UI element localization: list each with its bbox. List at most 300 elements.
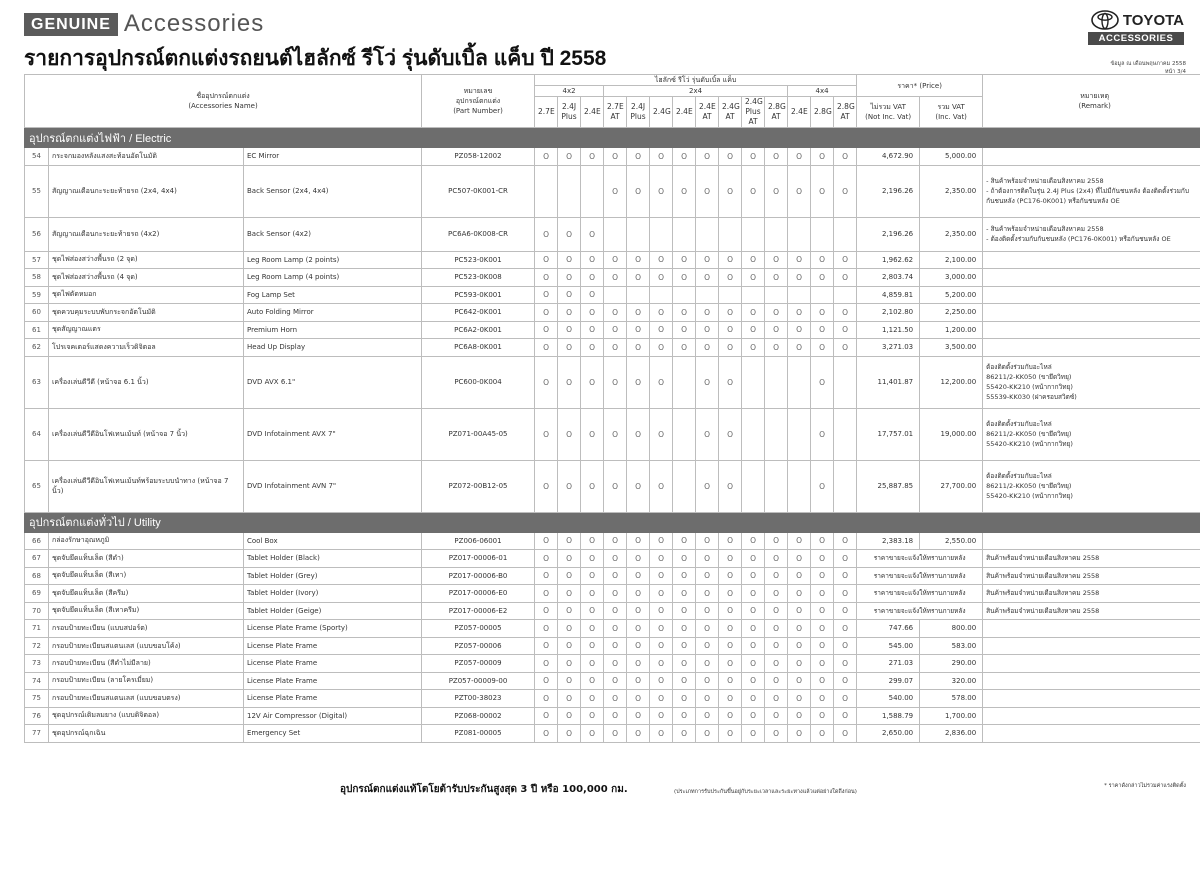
accessory-name-en: Premium Horn: [244, 321, 422, 339]
fitment-mark: O: [535, 637, 558, 655]
fitment-mark: O: [811, 408, 834, 460]
fitment-mark: O: [558, 321, 581, 339]
fitment-mark: O: [834, 707, 857, 725]
fitment-mark: O: [834, 672, 857, 690]
price-no-vat: 747.66: [857, 620, 920, 638]
fitment-mark: O: [788, 707, 811, 725]
fitment-mark: O: [673, 585, 696, 603]
fitment-mark: O: [604, 356, 627, 408]
fitment-mark: O: [535, 321, 558, 339]
fitment-mark: O: [673, 567, 696, 585]
remark-cell: [983, 602, 1200, 620]
fitment-mark: O: [627, 637, 650, 655]
fitment-mark: O: [650, 550, 673, 568]
remark-line: สินค้าพร้อมจำหน่ายเดือนสิงหาคม 2558: [986, 554, 1100, 563]
accessory-name-en: Emergency Set: [244, 725, 422, 743]
row-number: 75: [25, 690, 49, 708]
accessory-name-en: DVD Infotainment AVN 7": [244, 460, 422, 512]
fitment-mark: [788, 408, 811, 460]
part-number: PC523-0K008: [422, 269, 535, 287]
fitment-mark: O: [673, 602, 696, 620]
model-name: 2.8G: [768, 102, 786, 111]
row-number: 59: [25, 286, 49, 304]
accessory-name-en: Fog Lamp Set: [244, 286, 422, 304]
fitment-mark: O: [581, 655, 604, 673]
page-number: หน้า 3/4: [1164, 69, 1186, 75]
accessory-name-th: ชุดไฟตัดหมอก: [49, 286, 244, 304]
fitment-mark: O: [581, 321, 604, 339]
fitment-mark: O: [673, 148, 696, 166]
fitment-mark: [788, 286, 811, 304]
fitment-mark: O: [627, 269, 650, 287]
price-no-vat: 540.00: [857, 690, 920, 708]
fitment-mark: O: [765, 532, 788, 550]
fitment-mark: O: [535, 585, 558, 603]
fitment-mark: [788, 356, 811, 408]
fitment-mark: O: [673, 251, 696, 269]
row-number: 77: [25, 725, 49, 743]
fitment-mark: O: [535, 655, 558, 673]
fitment-mark: [765, 286, 788, 304]
remark-cell: [983, 725, 1200, 743]
model-name: 2.4J: [630, 102, 646, 111]
fitment-mark: O: [811, 690, 834, 708]
fitment-mark: O: [765, 567, 788, 585]
fitment-mark: O: [558, 672, 581, 690]
fitment-mark: O: [765, 707, 788, 725]
fitment-mark: O: [765, 690, 788, 708]
fitment-mark: O: [765, 655, 788, 673]
fitment-mark: O: [788, 725, 811, 743]
model-variant: AT: [771, 112, 781, 121]
remark-line: - ต้องติดตั้งร่วมกับกันชนหลัง (PC176-0K001) หรือกันชนหลัง OE: [986, 235, 1171, 243]
remark-cell: [983, 217, 1200, 251]
accessory-name-en: Auto Folding Mirror: [244, 304, 422, 322]
accessory-name-en: 12V Air Compressor (Digital): [244, 707, 422, 725]
fitment-mark: O: [581, 707, 604, 725]
fitment-mark: O: [765, 165, 788, 217]
fitment-mark: O: [558, 690, 581, 708]
remark-cell: [983, 637, 1200, 655]
fitment-mark: O: [604, 550, 627, 568]
pn-header-en: (Part Number): [453, 107, 503, 115]
fitment-mark: O: [788, 585, 811, 603]
fitment-mark: O: [834, 567, 857, 585]
fitment-mark: O: [673, 655, 696, 673]
fitment-mark: O: [558, 707, 581, 725]
fitment-mark: O: [650, 585, 673, 603]
fitment-mark: O: [788, 637, 811, 655]
fitment-mark: O: [742, 339, 765, 357]
fitment-mark: O: [673, 532, 696, 550]
accessory-name-th: เครื่องเล่นดีวีดีอินโฟเทนเม้นท์ (หน้าจอ 7 นิ้ว): [49, 408, 244, 460]
part-number: PZ068-00002: [422, 707, 535, 725]
fitment-mark: [581, 165, 604, 217]
warranty-text: อุปกรณ์ตกแต่งแท้โตโยต้ารับประกันสูงสุด 3 ปี หรือ 100,000 กม.: [340, 784, 628, 795]
remark-cell: [983, 321, 1200, 339]
table-row: [25, 550, 1200, 568]
fitment-mark: O: [535, 356, 558, 408]
fitment-mark: O: [788, 165, 811, 217]
fitment-mark: O: [650, 304, 673, 322]
fitment-mark: O: [535, 725, 558, 743]
table-row: [25, 269, 1200, 287]
fitment-mark: O: [604, 637, 627, 655]
remark-line: 55420-KK210 (หน้ากากวิทยุ): [986, 492, 1073, 500]
price-no-vat: 545.00: [857, 637, 920, 655]
remark-line: 86211/2-KK050 (ขายึดวิทยุ): [986, 430, 1072, 438]
fitment-mark: [719, 217, 742, 251]
fitment-mark: O: [673, 690, 696, 708]
fitment-mark: O: [535, 602, 558, 620]
fitment-mark: O: [719, 672, 742, 690]
fitment-mark: O: [650, 655, 673, 673]
price-inc-vat-header: [920, 97, 983, 128]
model-header-13: [834, 97, 857, 128]
price-pending: ราคาขายจะแจ้งให้ทราบภายหลัง: [857, 550, 983, 568]
accessory-name-en: Back Sensor (4x2): [244, 217, 422, 251]
fitment-mark: O: [673, 269, 696, 287]
fitment-mark: [765, 356, 788, 408]
fitment-mark: O: [719, 550, 742, 568]
fitment-mark: O: [696, 339, 719, 357]
fitment-mark: [673, 460, 696, 512]
part-number: PZ057-00006: [422, 637, 535, 655]
fitment-mark: O: [765, 585, 788, 603]
fitment-mark: O: [535, 460, 558, 512]
fitment-mark: O: [558, 460, 581, 512]
fitment-mark: O: [765, 620, 788, 638]
row-number: 76: [25, 707, 49, 725]
remark-cell: [983, 148, 1200, 166]
fitment-mark: O: [558, 251, 581, 269]
fitment-mark: O: [535, 532, 558, 550]
fitment-mark: O: [535, 304, 558, 322]
fitment-mark: O: [834, 321, 857, 339]
accessory-name-th: ชุดอุปกรณ์ฉุกเฉิน: [49, 725, 244, 743]
fitment-mark: O: [834, 690, 857, 708]
fitment-mark: O: [627, 602, 650, 620]
fitment-mark: O: [558, 217, 581, 251]
fitment-mark: O: [742, 637, 765, 655]
fitment-mark: O: [673, 304, 696, 322]
price-inc-vat: 290.00: [920, 655, 983, 673]
fitment-mark: O: [650, 672, 673, 690]
fitment-mark: O: [650, 408, 673, 460]
fitment-mark: O: [811, 532, 834, 550]
price-no-vat: 4,859.81: [857, 286, 920, 304]
fitment-mark: O: [696, 165, 719, 217]
price-inc-vat: 583.00: [920, 637, 983, 655]
fitment-mark: O: [811, 567, 834, 585]
price-inc-vat: 1,700.00: [920, 707, 983, 725]
fitment-mark: O: [742, 165, 765, 217]
fitment-mark: O: [788, 567, 811, 585]
table-row: [25, 532, 1200, 550]
fitment-mark: [834, 286, 857, 304]
row-number: 57: [25, 251, 49, 269]
table-row: [25, 286, 1200, 304]
fitment-mark: O: [719, 707, 742, 725]
fitment-mark: O: [788, 251, 811, 269]
fitment-mark: [765, 408, 788, 460]
table-row: [25, 217, 1200, 251]
fitment-mark: O: [650, 602, 673, 620]
part-number: PZ072-00B12-05: [422, 460, 535, 512]
model-header-3: [604, 97, 627, 128]
fitment-mark: O: [558, 567, 581, 585]
model-header-10: [765, 97, 788, 128]
table-row: [25, 620, 1200, 638]
part-number: PZ081-00005: [422, 725, 535, 743]
row-number: 63: [25, 356, 49, 408]
no-vat-en: (Not Inc. Vat): [865, 113, 912, 121]
accessory-name-th: ชุดไฟส่องสว่างพื้นรถ (4 จุด): [49, 269, 244, 287]
fitment-mark: O: [535, 707, 558, 725]
price-no-vat: 2,803.74: [857, 269, 920, 287]
accessory-name-th: กล่องรักษาอุณหภูมิ: [49, 532, 244, 550]
accessories-table-wrap: [24, 74, 1189, 743]
price-pending: ราคาขายจะแจ้งให้ทราบภายหลัง: [857, 585, 983, 603]
fitment-mark: O: [719, 251, 742, 269]
row-number: 68: [25, 567, 49, 585]
fitment-mark: O: [627, 148, 650, 166]
fitment-mark: O: [765, 672, 788, 690]
fitment-mark: O: [558, 304, 581, 322]
fitment-mark: O: [834, 655, 857, 673]
fitment-mark: O: [650, 532, 673, 550]
price-no-vat-header: [857, 97, 920, 128]
fitment-mark: O: [765, 321, 788, 339]
remark-line: สินค้าพร้อมจำหน่ายเดือนสิงหาคม 2558: [986, 589, 1100, 598]
fitment-mark: O: [834, 165, 857, 217]
accessory-name-th: ชุดจับยึดแท็บเล็ต (สีเทา): [49, 567, 244, 585]
fitment-mark: O: [604, 707, 627, 725]
model-header-11: [788, 97, 811, 128]
fitment-mark: O: [765, 550, 788, 568]
accessory-name-th: กระจกมองหลังแสงสะท้อนอัตโนมัติ: [49, 148, 244, 166]
fitment-mark: O: [627, 532, 650, 550]
fitment-mark: O: [811, 585, 834, 603]
price-no-vat: 2,650.00: [857, 725, 920, 743]
remark-line: - สินค้าพร้อมจำหน่ายเดือนสิงหาคม 2558: [986, 225, 1104, 233]
fitment-mark: O: [719, 602, 742, 620]
fitment-mark: O: [719, 408, 742, 460]
fitment-mark: O: [650, 690, 673, 708]
toyota-emblem-icon: [1091, 10, 1119, 30]
fitment-mark: O: [604, 620, 627, 638]
fitment-mark: O: [535, 408, 558, 460]
fitment-mark: O: [696, 672, 719, 690]
fitment-mark: O: [788, 655, 811, 673]
fitment-mark: [811, 286, 834, 304]
model-variant: AT: [725, 112, 735, 121]
remark-cell: [983, 567, 1200, 585]
fitment-mark: O: [581, 339, 604, 357]
section-title: อุปกรณ์ตกแต่งไฟฟ้า / Electric: [25, 128, 1200, 148]
price-inc-vat: 12,200.00: [920, 356, 983, 408]
remark-line: สินค้าพร้อมจำหน่ายเดือนสิงหาคม 2558: [986, 571, 1100, 580]
fitment-mark: O: [742, 602, 765, 620]
drive-2x4-header: 2x4: [604, 86, 788, 97]
accessory-name-en: License Plate Frame: [244, 690, 422, 708]
fitment-mark: O: [673, 339, 696, 357]
row-number: 54: [25, 148, 49, 166]
row-number: 65: [25, 460, 49, 512]
fitment-mark: O: [581, 637, 604, 655]
fitment-mark: O: [742, 269, 765, 287]
fitment-mark: O: [742, 321, 765, 339]
fitment-mark: O: [788, 339, 811, 357]
part-number: PZ017-00006-E0: [422, 585, 535, 603]
fitment-mark: O: [788, 550, 811, 568]
fitment-mark: O: [627, 339, 650, 357]
fitment-mark: O: [558, 356, 581, 408]
fitment-mark: O: [535, 550, 558, 568]
fitment-mark: O: [650, 269, 673, 287]
fitment-mark: O: [811, 655, 834, 673]
row-number: 60: [25, 304, 49, 322]
fitment-mark: O: [742, 532, 765, 550]
fitment-mark: O: [581, 460, 604, 512]
fitment-mark: O: [788, 148, 811, 166]
fitment-mark: O: [650, 707, 673, 725]
fitment-mark: [765, 460, 788, 512]
price-no-vat: 1,588.79: [857, 707, 920, 725]
part-number: PC600-0K004: [422, 356, 535, 408]
table-row: [25, 655, 1200, 673]
fitment-mark: O: [581, 269, 604, 287]
accessory-name-th: สัญญาณเตือนกะระยะท้ายรถ (4x2): [49, 217, 244, 251]
fitment-mark: O: [788, 304, 811, 322]
fitment-mark: [834, 356, 857, 408]
accessory-name-th: ชุดอุปกรณ์เติมลมยาง (แบบดิจิตอล): [49, 707, 244, 725]
fitment-mark: [788, 217, 811, 251]
accessory-name-en: Head Up Display: [244, 339, 422, 357]
fitment-mark: [742, 356, 765, 408]
model-name: 2.4E: [676, 107, 693, 116]
accessory-name-en: Tablet Holder (Geige): [244, 602, 422, 620]
fitment-mark: O: [811, 339, 834, 357]
fitment-mark: O: [696, 585, 719, 603]
fitment-mark: O: [765, 269, 788, 287]
table-row: [25, 304, 1200, 322]
update-date: ข้อมูล ณ เดือนพฤษภาคม 2558: [1110, 61, 1186, 67]
table-row: [25, 567, 1200, 585]
fitment-mark: O: [627, 304, 650, 322]
fitment-mark: O: [788, 532, 811, 550]
row-number: 58: [25, 269, 49, 287]
fitment-mark: O: [558, 725, 581, 743]
fitment-mark: O: [535, 690, 558, 708]
table-row: [25, 637, 1200, 655]
fitment-mark: O: [535, 286, 558, 304]
fitment-mark: O: [650, 339, 673, 357]
fitment-mark: O: [604, 585, 627, 603]
fitment-mark: O: [673, 725, 696, 743]
fitment-mark: O: [788, 690, 811, 708]
fitment-mark: O: [558, 148, 581, 166]
fitment-mark: O: [811, 602, 834, 620]
remark-cell: [983, 620, 1200, 638]
part-number: PZ017-00006-B0: [422, 567, 535, 585]
part-number: PZ017-00006-01: [422, 550, 535, 568]
fitment-mark: O: [719, 321, 742, 339]
name-header-th: ชื่ออุปกรณ์ตกแต่ง: [196, 92, 250, 100]
accessory-name-th: โปรเจคเตอร์แสดงความเร็วดิจิตอล: [49, 339, 244, 357]
fitment-mark: O: [581, 251, 604, 269]
fitment-mark: O: [581, 148, 604, 166]
table-row: [25, 690, 1200, 708]
fitment-mark: O: [604, 165, 627, 217]
fitment-mark: [765, 217, 788, 251]
model-name: 2.7E: [607, 102, 624, 111]
fitment-mark: [650, 286, 673, 304]
remark-line: สินค้าพร้อมจำหน่ายเดือนสิงหาคม 2558: [986, 606, 1100, 615]
fitment-mark: O: [604, 321, 627, 339]
row-number: 56: [25, 217, 49, 251]
fitment-mark: O: [811, 304, 834, 322]
fitment-mark: O: [650, 251, 673, 269]
fitment-mark: O: [627, 460, 650, 512]
model-group-header: ไฮลักซ์ รีโว่ รุ่นดับเบิ้ล แค็บ: [535, 75, 857, 86]
fitment-mark: O: [811, 356, 834, 408]
fitment-mark: O: [535, 672, 558, 690]
accessory-name-th: กรอบป้ายทะเบียน (ลายโครเมี่ยม): [49, 672, 244, 690]
fitment-mark: O: [604, 690, 627, 708]
price-inc-vat: 19,000.00: [920, 408, 983, 460]
price-no-vat: 2,383.18: [857, 532, 920, 550]
fitment-mark: O: [627, 585, 650, 603]
price-no-vat: 2,196.26: [857, 217, 920, 251]
fitment-mark: O: [696, 550, 719, 568]
drive-4x4-header: 4x4: [788, 86, 857, 97]
fitment-mark: O: [673, 637, 696, 655]
fitment-mark: O: [719, 339, 742, 357]
remark-line: 86211/2-KK050 (ขายึดวิทยุ): [986, 373, 1072, 381]
fitment-mark: O: [765, 602, 788, 620]
fitment-mark: O: [673, 165, 696, 217]
fitment-mark: O: [696, 567, 719, 585]
fitment-mark: O: [834, 339, 857, 357]
accessory-name-th: กรอบป้ายทะเบียน (สีดำไม่มีลาย): [49, 655, 244, 673]
remark-cell: [983, 460, 1200, 512]
table-row: [25, 251, 1200, 269]
fitment-mark: O: [811, 251, 834, 269]
fitment-mark: O: [581, 286, 604, 304]
fitment-mark: O: [788, 321, 811, 339]
price-no-vat: 17,757.01: [857, 408, 920, 460]
model-header-7: [696, 97, 719, 128]
fitment-mark: O: [742, 251, 765, 269]
fitment-mark: O: [719, 585, 742, 603]
remark-cell: [983, 165, 1200, 217]
part-number: PZ017-00006-E2: [422, 602, 535, 620]
part-number: PZ071-00A45-05: [422, 408, 535, 460]
fitment-mark: O: [742, 304, 765, 322]
fitment-mark: O: [581, 217, 604, 251]
fitment-mark: O: [719, 725, 742, 743]
table-row: [25, 148, 1200, 166]
fitment-mark: O: [604, 532, 627, 550]
fitment-mark: O: [834, 148, 857, 166]
fitment-mark: O: [673, 672, 696, 690]
remark-cell: [983, 251, 1200, 269]
toyota-logo: [1088, 10, 1184, 45]
accessory-name-th: ชุดจับยึดแท็บเล็ต (สีเทาครีม): [49, 602, 244, 620]
drive-4x2-header: 4x2: [535, 86, 604, 97]
fitment-mark: [742, 286, 765, 304]
